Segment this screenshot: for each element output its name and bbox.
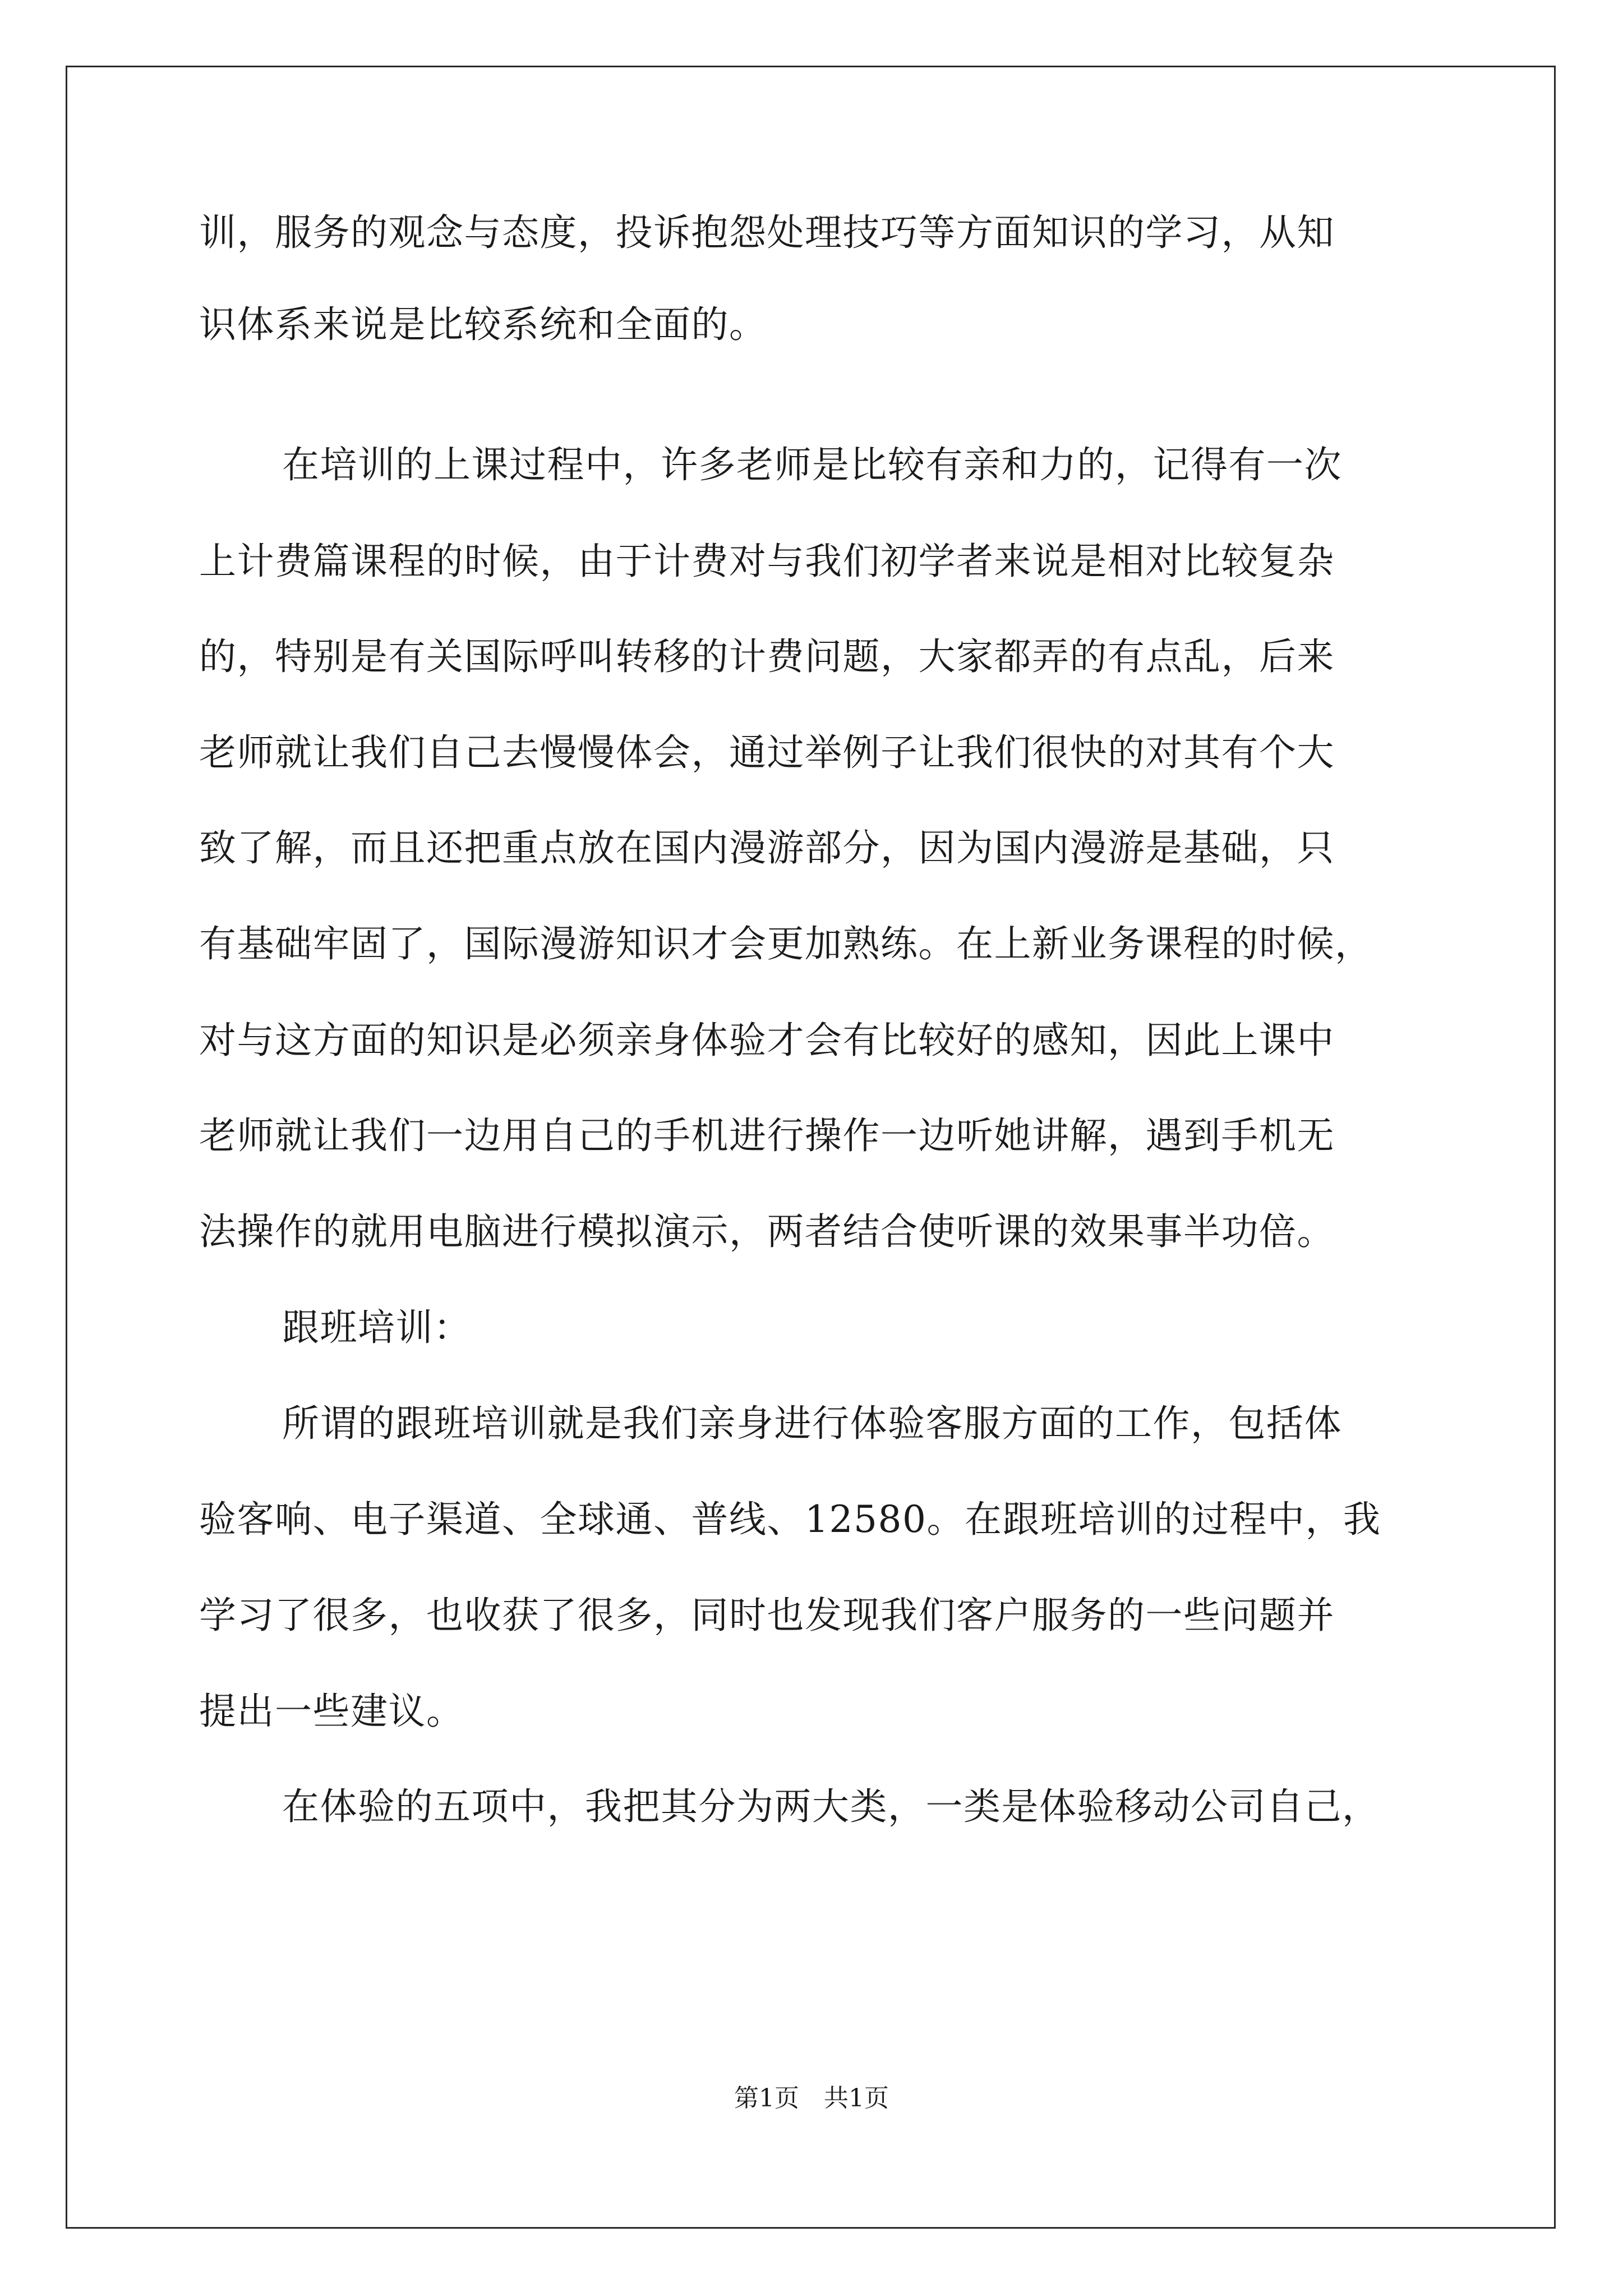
section-heading: 跟班培训： [282,1306,472,1349]
text-line: 识体系来说是比较系统和全面的。 [199,303,767,346]
text-line: 法操作的就用电脑进行模拟演示，两者结合使听课的效果事半功倍。 [199,1210,1335,1253]
text-line: 有基础牢固了，国际漫游知识才会更加熟练。在上新业务课程的时候， [199,922,1373,965]
text-line: 训，服务的观念与态度，投诉抱怨处理技巧等方面知识的学习，从知 [199,211,1335,254]
text-line: 的，特别是有关国际呼叫转移的计费问题，大家都弄的有点乱，后来 [199,635,1335,678]
text-line: 对与这方面的知识是必须亲身体验才会有比较好的感知，因此上课中 [199,1019,1335,1062]
text-line: 所谓的跟班培训就是我们亲身进行体验客服方面的工作，包括体 [282,1402,1342,1445]
text-line: 学习了很多，也收获了很多，同时也发现我们客户服务的一些问题并 [199,1594,1335,1637]
text-line: 致了解，而且还把重点放在国内漫游部分，因为国内漫游是基础，只 [199,826,1335,869]
text-line: 在体验的五项中，我把其分为两大类，一类是体验移动公司自己， [282,1785,1380,1828]
page-number: 第1页 共1页 [734,2084,889,2113]
text-line: 上计费篇课程的时候，由于计费对与我们初学者来说是相对比较复杂 [199,540,1335,583]
text-line: 老师就让我们自己去慢慢体会，通过举例子让我们很快的对其有个大 [199,731,1335,774]
text-line: 验客响、电子渠道、全球通、普线、12580。在跟班培训的过程中，我 [199,1498,1381,1541]
text-line: 提出一些建议。 [199,1690,464,1733]
text-line: 在培训的上课过程中，许多老师是比较有亲和力的，记得有一次 [282,443,1342,486]
text-line: 老师就让我们一边用自己的手机进行操作一边听她讲解，遇到手机无 [199,1114,1335,1157]
